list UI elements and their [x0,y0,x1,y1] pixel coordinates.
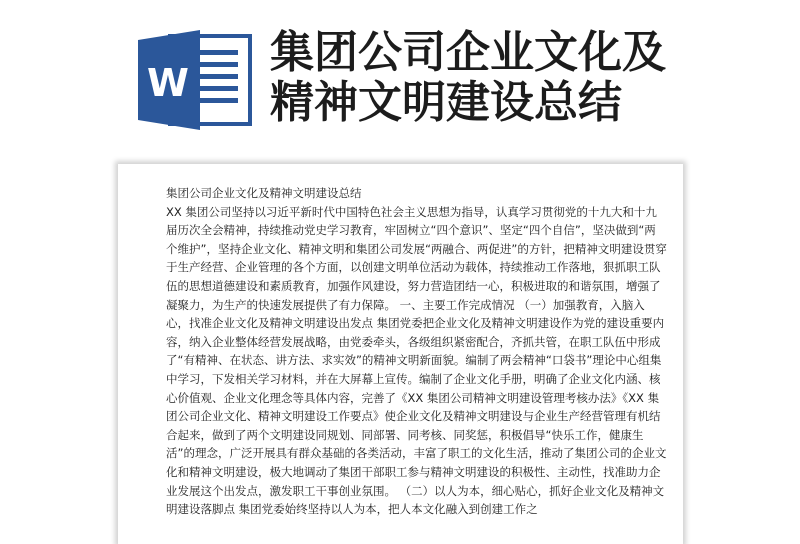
page-header [0,0,800,160]
document-title-line-2: 精神文明建设总结 [270,77,622,128]
word-logo-letter: W [147,61,189,105]
word-document-icon [138,30,256,130]
document-page-preview [118,164,683,544]
document-title-line-1: 集团公司企业文化及 [270,27,666,78]
document-heading: 集团公司企业文化及精神文明建设总结 [166,186,362,200]
document-title [270,28,790,128]
document-body-text: XX 集团公司坚持以习近平新时代中国特色社会主义思想为指导，认真学习贯彻党的十九大和十九届历次全会精神，持续推动党史学习教育，牢固树立“四个意识”、坚定“四个自信”，坚决做到“两个维护”，坚持企业文化、精神文明和集团公司发展“两融合、两促进”的方针，把精神文明建设贯穿于生产经营、企业管理的各个方面，以创建文明单位活动为载体，持续推动工作落地，狠抓职工队伍的思想道德建设和素质教育，加强作风建设，努力营造团结一心，积极进取的和谐氛围，增强了凝聚力，为生产的快速发展提供了有力保障。 一、主要工作完成情况 （一）加强教育，入脑入心，找准企业文化及精神文明建设出发点 集团党委把企业文化及精神文明建设作为党的建设重要内容，纳入企业整体经营发展战略，由党委牵头，各级组织紧密配合，齐抓共管，在职工队伍中形成了“有精神、在状态、讲方法、求实效”的精神文明新面貌。编制了两会精神“口袋书”理论中心组集中学习，下发相关学习材料，并在大屏幕上宣传。编制了企业文化手册，明确了企业文化内涵、核心价值观、企业文化理念等具体内容，完善了《XX 集团公司精神文明建设管理考核办法》《XX 集团公司企业文化、精神文明建设工作要点》使企业文化及精神文明建设与企业生产经营管理有机结合起来，做到了两个文明建设同规划、同部署、同考核、同奖惩，积极倡导“快乐工作，健康生活”的理念，广泛开展具有群众基础的各类活动，丰富了职工的文化生活，推动了集团公司的企业文化和精神文明建设，极大地调动了集团干部职工参与精神文明建设的积极性、主动性，找准助力企业发展这个出发点，激发职工干事创业氛围。 （二）以人为本，细心贴心，抓好企业文化及精神文明建设落脚点 集团党委始终坚持以人为本，把人本文化融入到创建工作之 [166,204,667,517]
